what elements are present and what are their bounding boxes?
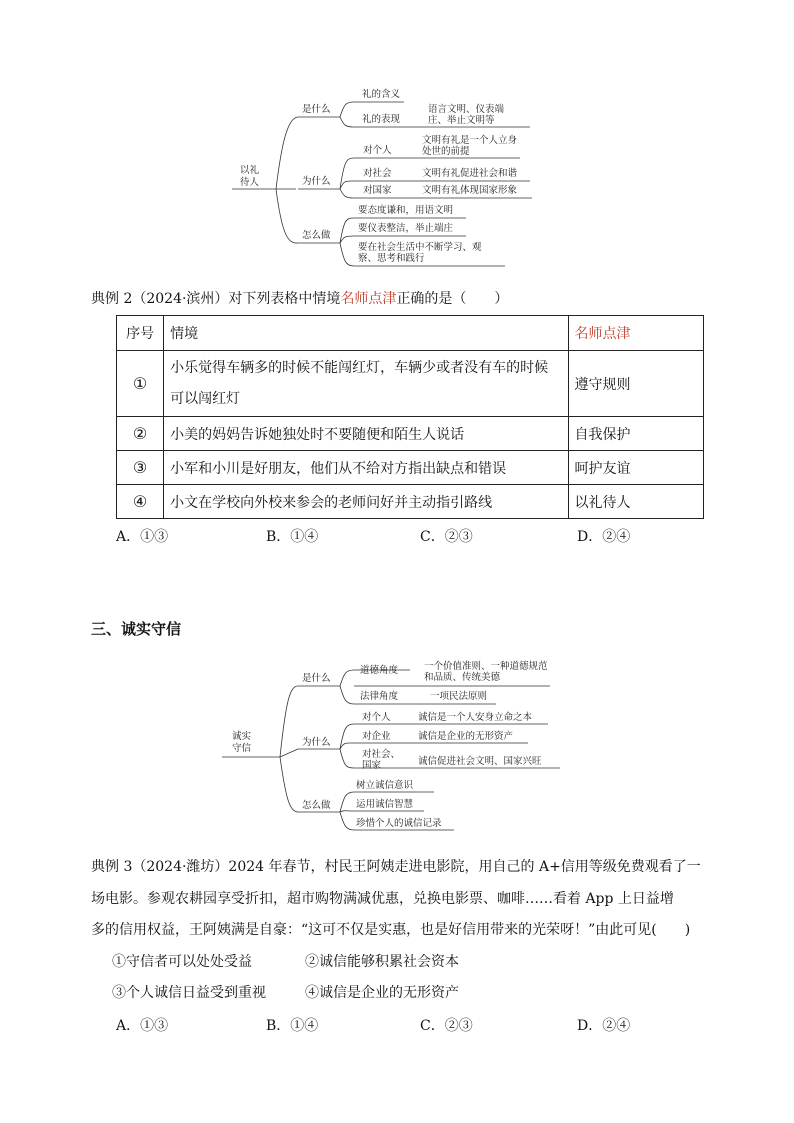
example3-line1: 典例 3（2024·潍坊）2024 年春节，村民王阿姨走进电影院，用自己的 A+信用等级免费观看了一	[91, 859, 701, 875]
mindmap1-why-item: 对国家	[363, 185, 392, 196]
option-b[interactable]: B．①④	[266, 529, 319, 545]
statement: ①守信者可以处处受益	[112, 954, 252, 970]
row-no: ②	[117, 417, 164, 451]
mindmap2-why-item: 对企业	[362, 731, 391, 742]
header-scene: 情境	[164, 316, 568, 351]
mindmap2-what-detail: 一项民法原则	[430, 691, 488, 702]
mindmap2-branch-how: 怎么做	[302, 800, 331, 811]
header-no: 序号	[117, 316, 164, 351]
mindmap1-why-detail: 文明有礼是一个人立身处世的前提	[422, 135, 518, 157]
mindmap2-branch-why: 为什么	[302, 737, 331, 748]
mindmap2-why-item: 对个人	[362, 712, 391, 723]
mindmap2-why-item: 对社会、国家	[362, 749, 401, 771]
mindmap1-why-item: 对个人	[363, 145, 392, 156]
mindmap1-how-item: 要在社会生活中不断学习、观察、思考和践行	[358, 242, 482, 264]
mindmap2-why-detail: 诚信是一个人安身立命之本	[418, 712, 533, 723]
row-tip: 以礼待人	[568, 485, 703, 519]
header-tip: 名师点津	[568, 316, 703, 351]
option-d[interactable]: D．②④	[577, 529, 631, 545]
mindmap1-what-item: 礼的表现	[362, 114, 401, 125]
row-tip: 自我保护	[568, 417, 703, 451]
row-no: ①	[117, 351, 164, 417]
mindmap2-branch-what: 是什么	[302, 673, 331, 684]
mindmap2-why-detail: 诚信是企业的无形资产	[418, 731, 514, 742]
option-d[interactable]: D．②④	[577, 1018, 631, 1034]
mindmap1-what-item: 礼的含义	[362, 89, 401, 100]
option-c[interactable]: C．②③	[420, 529, 473, 545]
mindmap2-root-line2: 守信	[232, 743, 252, 754]
mindmap2-what-item: 道德角度	[360, 665, 399, 676]
section-heading: 三、诚实守信	[91, 620, 182, 638]
mindmap1-branch-why: 为什么	[302, 176, 331, 187]
row-scene: 小乐觉得车辆多的时候不能闯红灯，车辆少或者没有车的时候可以闯红灯	[164, 351, 568, 417]
mindmap1-branch-what: 是什么	[302, 104, 331, 115]
row-scene: 小文在学校向外校来参会的老师问好并主动指引路线	[164, 485, 568, 519]
highlight-text: 名师点津	[340, 291, 397, 307]
statement: ④诚信是企业的无形资产	[305, 985, 459, 1001]
example3-line3: 多的信用权益，王阿姨满是自豪：“这可不仅是实惠，也是好信用带来的光荣呀！”由此可见( )	[91, 922, 691, 938]
example2-question: 典例 2（2024·滨州）对下列表格中情境名师点津正确的是（ ）	[91, 291, 509, 307]
example3-line2: 场电影。参观农耕园享受折扣，超市购物满减优惠，兑换电影票、咖啡……看着 App 上日益增	[91, 891, 674, 907]
mindmap2-what-item: 法律角度	[360, 691, 399, 702]
mindmap2-what-detail: 一个价值准则、一种道德规范和品质、传统美德	[424, 661, 548, 683]
statement: ②诚信能够积累社会资本	[305, 954, 459, 970]
statement: ③个人诚信日益受到重视	[112, 985, 266, 1001]
mindmap2-root-line1: 诚实	[232, 731, 252, 742]
row-scene: 小军和小川是好朋友，他们从不给对方指出缺点和错误	[164, 451, 568, 485]
mindmap2-how-item: 珍惜个人的诚信记录	[356, 818, 442, 829]
mindmap1-how-item: 要仪表整洁，举止端庄	[358, 223, 454, 234]
option-a[interactable]: A．①③	[116, 529, 169, 545]
row-no: ③	[117, 451, 164, 485]
mindmap1-root-line1: 以礼	[240, 165, 260, 176]
mindmap2-how-item: 树立诚信意识	[356, 780, 414, 791]
row-no: ④	[117, 485, 164, 519]
option-b[interactable]: B．①④	[266, 1018, 319, 1034]
row-tip: 呵护友谊	[568, 451, 703, 485]
mindmap1-root-line2: 待人	[240, 177, 260, 188]
option-c[interactable]: C．②③	[420, 1018, 473, 1034]
mindmap1-what-detail: 语言文明、仪表端庄、举止文明等	[428, 104, 505, 126]
mindmap1-why-item: 对社会	[363, 168, 392, 179]
mindmap1-why-detail: 文明有礼体现国家形象	[422, 185, 518, 196]
mindmap1-how-item: 要态度谦和，用语文明	[358, 205, 454, 216]
option-a[interactable]: A．①③	[116, 1018, 169, 1034]
mindmap2-why-detail: 诚信促进社会文明、国家兴旺	[418, 756, 542, 767]
mindmap1-branch-how: 怎么做	[302, 230, 331, 241]
mindmap2-how-item: 运用诚信智慧	[356, 799, 414, 810]
row-scene: 小美的妈妈告诉她独处时不要随便和陌生人说话	[164, 417, 568, 451]
mindmap1-why-detail: 文明有礼促进社会和谐	[422, 168, 518, 179]
row-tip: 遵守规则	[568, 351, 703, 417]
